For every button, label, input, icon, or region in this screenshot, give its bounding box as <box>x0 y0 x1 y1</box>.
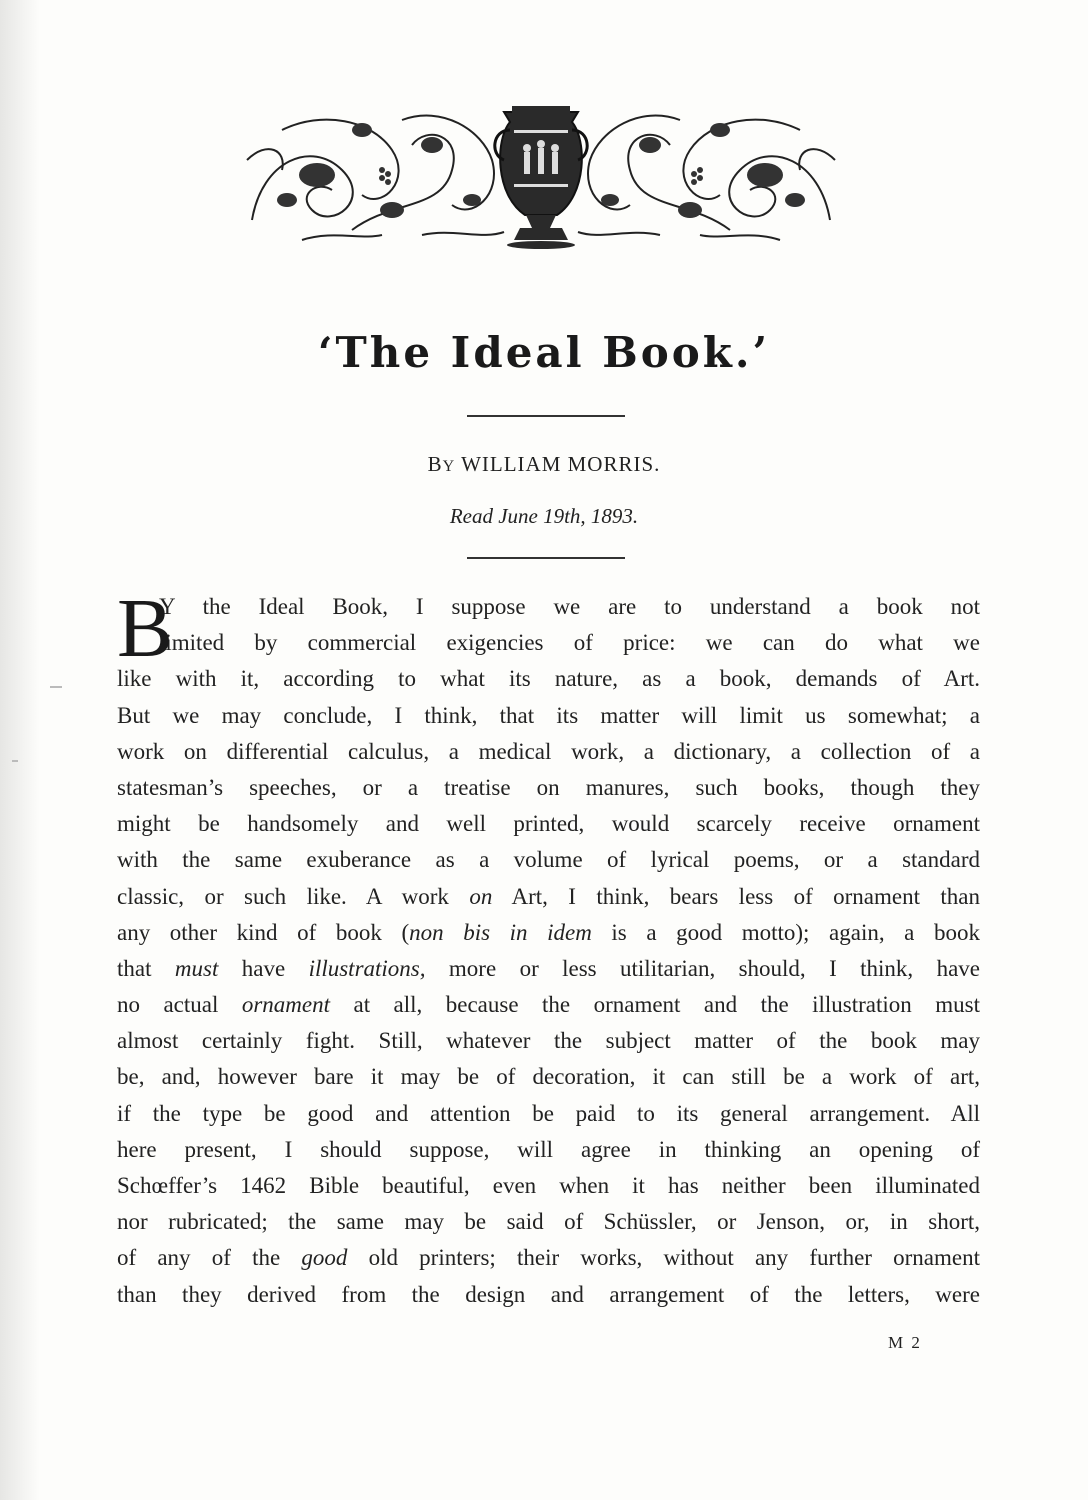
drop-cap: B <box>117 582 174 675</box>
roman-text: no actual <box>117 992 242 1018</box>
text-line <box>117 951 980 987</box>
body-paragraph <box>117 582 980 1313</box>
text-line <box>117 770 980 806</box>
roman-text: any other kind of book ( <box>117 919 410 945</box>
scan-mark <box>50 686 62 688</box>
roman-text: more or less utilitarian, should, I think, have <box>425 955 980 981</box>
byline-by-rest: Y <box>442 458 456 475</box>
italic-text: on <box>469 883 493 909</box>
text-line <box>117 1277 980 1313</box>
printer-signature: M 2 <box>888 1333 922 1352</box>
roman-text: like with it, according to what its nature, as a book, demands of Art. <box>117 666 980 692</box>
roman-text: work on differential calculus, a medical work, a dictionary, a collection of a <box>117 738 980 764</box>
roman-text: if the type be good and attention be paid to its general arrangement. All <box>117 1100 980 1126</box>
author-name: WILLIAM MORRIS. <box>461 452 661 476</box>
text-line <box>117 1096 980 1132</box>
byline-initial: B <box>427 452 443 476</box>
italic-text: ornament <box>241 992 331 1018</box>
roman-text: with the same exuberance as a volume of lyrical poems, or a standard <box>117 847 980 873</box>
text-line <box>117 1204 980 1240</box>
roman-text: But we may conclude, I think, that its matter will limit us somewhat; a <box>117 702 980 728</box>
text-line <box>117 1168 980 1204</box>
roman-text: at all, because the ornament and the illustration must <box>330 992 980 1018</box>
roman-text: than they derived from the design and arrangement of the letters, were <box>117 1281 980 1307</box>
italic-text: good <box>301 1245 348 1271</box>
roman-text: of any of the <box>117 1245 302 1271</box>
roman-text: classic, or such like. A work <box>117 883 470 909</box>
roman-text: old printers; their works, without any further ornament <box>347 1245 980 1271</box>
read-date: Read June 19th, 1893. <box>449 504 639 528</box>
roman-text: almost certainly fight. Still, whatever the subject matter of the book may <box>117 1028 980 1054</box>
text-line <box>117 987 980 1023</box>
roman-text: is a good motto); again, a book <box>591 919 980 945</box>
text-line <box>117 1059 980 1095</box>
italic-text: non bis in idem <box>409 919 592 945</box>
text-line <box>117 734 980 770</box>
roman-text: nor rubricated; the same may be said of Schüssler, or Jenson, or, in short, <box>117 1209 980 1235</box>
byline <box>0 452 1088 477</box>
body-lines <box>117 582 980 1313</box>
text-line <box>117 661 980 697</box>
roman-text: statesman’s speeches, or a treatise on manures, such books, though they <box>117 774 980 800</box>
text-line <box>117 915 980 951</box>
text-line <box>117 1132 980 1168</box>
italic-text: illustrations, <box>308 955 426 981</box>
roman-text: here present, I should suppose, will agree in thinking an opening of <box>117 1136 980 1162</box>
roman-text: Schœffer’s 1462 Bible beautiful, even when it has neither been illuminated <box>117 1173 980 1198</box>
byline-divider <box>467 557 625 559</box>
text-line <box>117 1240 980 1276</box>
text-line <box>117 698 980 734</box>
roman-text: limited by commercial exigencies of price: we can do what we <box>159 630 980 656</box>
page-edge-shadow <box>0 0 40 1500</box>
text-line <box>117 625 980 661</box>
roman-text: Y the Ideal Book, I suppose we are to understand a book not <box>159 594 980 619</box>
title-divider <box>467 415 625 417</box>
text-line <box>117 1023 980 1059</box>
roman-text: that <box>117 955 175 981</box>
page-title: ‘The Ideal Book.’ <box>317 328 771 377</box>
text-line <box>117 879 980 915</box>
header-ornament-image <box>242 100 840 250</box>
roman-text: Art, I think, bears less of ornament than <box>492 883 980 909</box>
text-line <box>117 842 980 878</box>
text-line <box>117 589 980 625</box>
italic-text: must <box>174 955 219 981</box>
roman-text: be, and, however bare it may be of decoration, it can still be a work of art, <box>117 1064 980 1090</box>
roman-text: have <box>218 955 309 981</box>
roman-text: might be handsomely and well printed, would scarcely receive ornament <box>117 811 980 837</box>
scan-mark <box>12 760 18 762</box>
text-line <box>117 806 980 842</box>
